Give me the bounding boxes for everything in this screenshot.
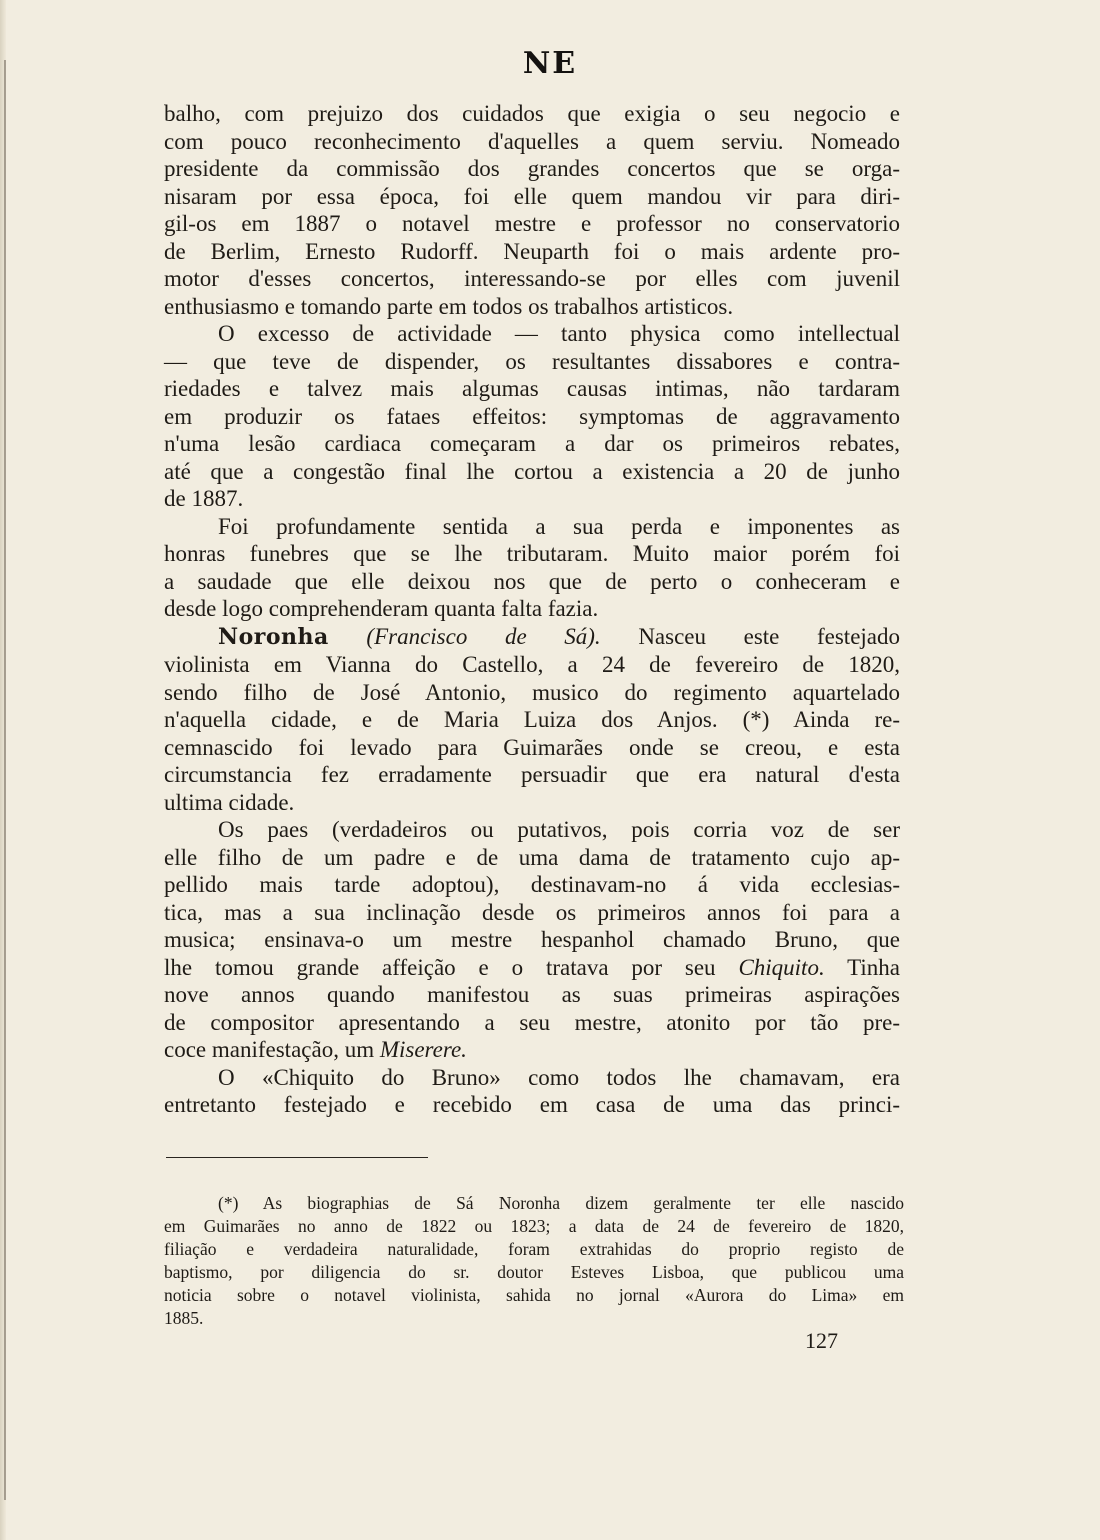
entry-heading: Noronha — [218, 623, 329, 650]
text-line: violinista em Vianna do Castello, a 24 de fevereiro de 1820, — [164, 652, 900, 677]
text-line: Os paes (verdadeiros ou putativos, pois corria voz de ser — [218, 817, 900, 842]
binding-shadow — [4, 60, 6, 1500]
footnote-line: 1885. — [164, 1308, 204, 1328]
text-span: Tinha — [847, 954, 900, 980]
text-line: desde logo comprehenderam quanta falta fazia. — [164, 596, 599, 621]
footnote-line: em Guimarães no anno de 1822 ou 1823; a data de 24 de fevereiro de 1820, — [164, 1216, 904, 1236]
text-line: motor d'esses concertos, interessando-se por elles com juvenil — [164, 266, 900, 291]
text-line: elle filho de um padre e de uma dama de tratamento cujo ap- — [164, 844, 900, 870]
running-head: NE — [522, 46, 578, 81]
main-text — [164, 100, 900, 1119]
text-line: — que teve de dispender, os resultantes dissabores e contra- — [164, 348, 900, 374]
text-line: n'uma lesão cardiaca começaram a dar os primeiros rebates, — [164, 431, 900, 456]
text-line: entretanto festejado e recebido em casa de uma das princi- — [164, 1092, 900, 1117]
text-line: em produzir os fataes effeitos: symptomas de aggravamento — [164, 403, 900, 429]
entry-first-line — [164, 623, 900, 652]
page-number: 127 — [805, 1328, 838, 1353]
text-line — [164, 1036, 900, 1064]
text-line: nisaram por essa época, foi elle quem mandou vir para diri- — [164, 183, 900, 209]
text-line — [164, 954, 900, 982]
text-span: coce manifestação, um — [164, 1037, 375, 1062]
text-line: presidente da commissão dos grandes concertos que se orga- — [164, 156, 900, 181]
text-line: de Berlim, Ernesto Rudorff. Neuparth foi o mais ardente pro- — [164, 238, 900, 264]
text-line: n'aquella cidade, e de Maria Luiza dos Anjos. (*) Ainda re- — [164, 707, 900, 732]
footnote — [164, 1192, 904, 1330]
text-line: até que a congestão final lhe cortou a existencia a 20 de junho — [164, 458, 900, 484]
text-line: Foi profundamente sentida a sua perda e imponentes as — [218, 513, 900, 539]
text-line: circumstancia fez erradamente persuadir que era natural d'esta — [164, 762, 900, 787]
text-line: de compositor apresentando a seu mestre, atonito por tão pre- — [164, 1009, 900, 1035]
footnote-line: noticia sobre o notavel violinista, sahida no jornal «Aurora do Lima» em — [164, 1285, 904, 1305]
footnote-rule — [166, 1157, 428, 1158]
text-line: nove annos quando manifestou as suas primeiras aspirações — [164, 982, 900, 1007]
italic-span: Miserere. — [379, 1037, 467, 1062]
text-line: ultima cidade. — [164, 789, 295, 815]
footnote-line: (*) As biographias de Sá Noronha dizem geralmente ter elle nascido — [218, 1193, 904, 1213]
text-line: cemnascido foi levado para Guimarães onde se creou, e esta — [164, 734, 900, 760]
text-line: O excesso de actividade — tanto physica como intellectual — [218, 321, 900, 346]
text-line: de 1887. — [164, 486, 244, 511]
text-line: tica, mas a sua inclinação desde os primeiros annos foi para a — [164, 899, 900, 925]
entry-subheading: (Francisco de Sá). — [366, 623, 601, 649]
text-line: balho, com prejuizo dos cuidados que exigia o seu negocio e — [164, 101, 900, 126]
text-line: enthusiasmo e tomando parte em todos os trabalhos artisticos. — [164, 293, 734, 319]
footnote-line: baptismo, por diligencia do sr. doutor Esteves Lisboa, que publicou uma — [164, 1262, 904, 1282]
footnote-line: filiação e verdadeira naturalidade, foram extrahidas do proprio registo de — [164, 1239, 904, 1259]
text-line: a saudade que elle deixou nos que de perto o conheceram e — [164, 568, 900, 594]
text-line: musica; ensinava-o um mestre hespanhol chamado Bruno, que — [164, 927, 900, 952]
text-span: Nasceu este festejado — [638, 623, 901, 649]
italic-span: Chiquito. — [738, 954, 825, 980]
text-line: riedades e talvez mais algumas causas intimas, não tardaram — [164, 376, 900, 401]
text-span: lhe tomou grande affeição e o tratava por seu — [164, 954, 716, 980]
text-line: gil-os em 1887 o notavel mestre e professor no conservatorio — [164, 211, 900, 236]
text-line: honras funebres que se lhe tributaram. Muito maior porém foi — [164, 541, 900, 566]
text-line: pellido mais tarde adoptou), destinavam-no á vida ecclesias- — [164, 872, 900, 897]
text-line: com pouco reconhecimento d'aquelles a quem serviu. Nomeado — [164, 128, 900, 154]
text-line: O «Chiquito do Bruno» como todos lhe chamavam, era — [218, 1064, 900, 1090]
text-line: sendo filho de José Antonio, musico do regimento aquartelado — [164, 679, 900, 705]
